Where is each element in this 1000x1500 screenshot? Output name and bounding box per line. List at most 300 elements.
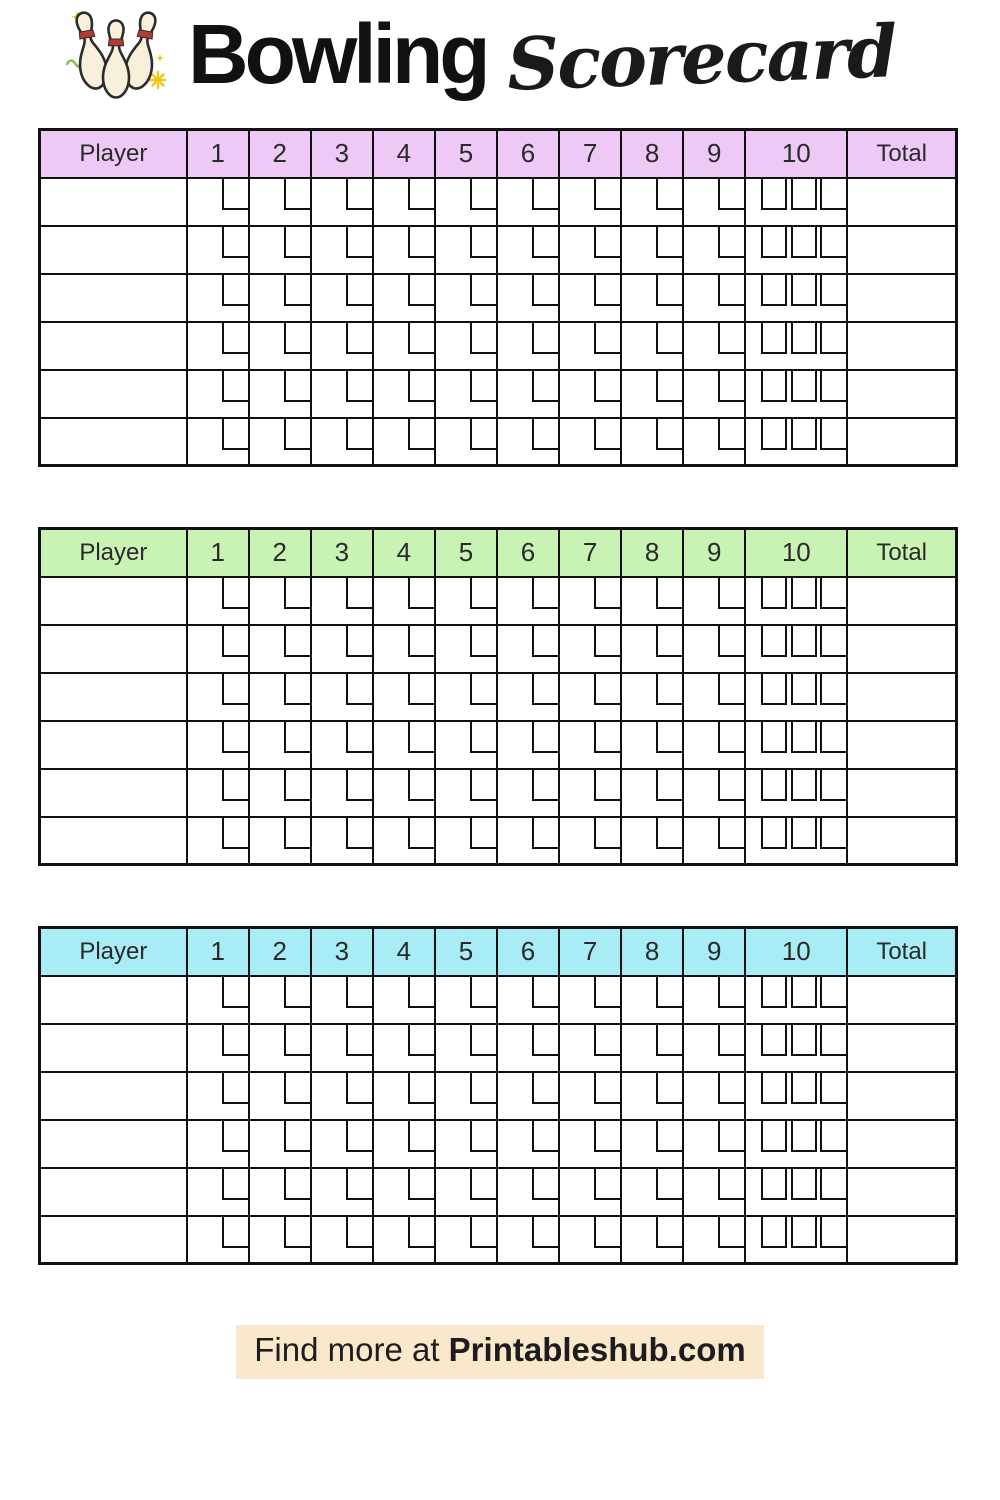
frame-7-cell[interactable]: [559, 1024, 621, 1072]
throw-box[interactable]: [656, 227, 682, 258]
total-cell[interactable]: [847, 769, 956, 817]
throw-box[interactable]: [346, 1217, 372, 1248]
throw-box[interactable]: [656, 1217, 682, 1248]
frame-1-cell[interactable]: [187, 721, 249, 769]
throw-box[interactable]: [791, 227, 817, 258]
throw-box[interactable]: [346, 419, 372, 450]
frame-10-cell[interactable]: [745, 817, 847, 865]
frame-9-cell[interactable]: [683, 178, 745, 226]
frame-6-cell[interactable]: [497, 577, 559, 625]
frame-1-cell[interactable]: [187, 274, 249, 322]
frame-4-cell[interactable]: [373, 625, 435, 673]
throw-box[interactable]: [222, 818, 248, 849]
throw-box[interactable]: [594, 275, 620, 306]
throw-box[interactable]: [791, 419, 817, 450]
throw-box[interactable]: [346, 227, 372, 258]
frame-8-cell[interactable]: [621, 370, 683, 418]
throw-box[interactable]: [284, 1169, 310, 1200]
throw-box[interactable]: [820, 578, 846, 609]
throw-box[interactable]: [761, 722, 787, 753]
throw-box[interactable]: [532, 419, 558, 450]
throw-box[interactable]: [408, 323, 434, 354]
total-cell[interactable]: [847, 1024, 956, 1072]
frame-9-cell[interactable]: [683, 370, 745, 418]
throw-box[interactable]: [820, 371, 846, 402]
throw-box[interactable]: [470, 818, 496, 849]
throw-box[interactable]: [718, 818, 744, 849]
throw-box[interactable]: [222, 626, 248, 657]
throw-box[interactable]: [594, 179, 620, 210]
throw-box[interactable]: [761, 626, 787, 657]
player-name-cell[interactable]: [40, 1168, 187, 1216]
throw-box[interactable]: [346, 1121, 372, 1152]
throw-box[interactable]: [532, 1121, 558, 1152]
frame-10-cell[interactable]: [745, 673, 847, 721]
frame-8-cell[interactable]: [621, 721, 683, 769]
frame-7-cell[interactable]: [559, 817, 621, 865]
player-name-cell[interactable]: [40, 817, 187, 865]
frame-5-cell[interactable]: [435, 418, 497, 466]
throw-box[interactable]: [284, 770, 310, 801]
frame-1-cell[interactable]: [187, 1168, 249, 1216]
frame-5-cell[interactable]: [435, 370, 497, 418]
throw-box[interactable]: [222, 1073, 248, 1104]
frame-6-cell[interactable]: [497, 976, 559, 1024]
throw-box[interactable]: [222, 419, 248, 450]
frame-1-cell[interactable]: [187, 178, 249, 226]
frame-6-cell[interactable]: [497, 1120, 559, 1168]
throw-box[interactable]: [284, 578, 310, 609]
total-cell[interactable]: [847, 1072, 956, 1120]
throw-box[interactable]: [222, 1169, 248, 1200]
frame-6-cell[interactable]: [497, 1216, 559, 1264]
frame-9-cell[interactable]: [683, 274, 745, 322]
throw-box[interactable]: [718, 323, 744, 354]
throw-box[interactable]: [791, 674, 817, 705]
frame-4-cell[interactable]: [373, 178, 435, 226]
throw-box[interactable]: [761, 1169, 787, 1200]
throw-box[interactable]: [470, 1217, 496, 1248]
frame-9-cell[interactable]: [683, 322, 745, 370]
frame-10-cell[interactable]: [745, 322, 847, 370]
frame-2-cell[interactable]: [249, 721, 311, 769]
throw-box[interactable]: [284, 674, 310, 705]
frame-6-cell[interactable]: [497, 817, 559, 865]
throw-box[interactable]: [470, 323, 496, 354]
frame-6-cell[interactable]: [497, 721, 559, 769]
frame-6-cell[interactable]: [497, 625, 559, 673]
throw-box[interactable]: [718, 1121, 744, 1152]
player-name-cell[interactable]: [40, 370, 187, 418]
player-name-cell[interactable]: [40, 625, 187, 673]
frame-9-cell[interactable]: [683, 976, 745, 1024]
throw-box[interactable]: [408, 1169, 434, 1200]
frame-3-cell[interactable]: [311, 721, 373, 769]
throw-box[interactable]: [718, 977, 744, 1008]
throw-box[interactable]: [656, 977, 682, 1008]
frame-8-cell[interactable]: [621, 625, 683, 673]
throw-box[interactable]: [532, 371, 558, 402]
throw-box[interactable]: [532, 977, 558, 1008]
frame-3-cell[interactable]: [311, 976, 373, 1024]
frame-7-cell[interactable]: [559, 322, 621, 370]
frame-3-cell[interactable]: [311, 370, 373, 418]
frame-1-cell[interactable]: [187, 577, 249, 625]
throw-box[interactable]: [718, 371, 744, 402]
frame-9-cell[interactable]: [683, 577, 745, 625]
total-cell[interactable]: [847, 673, 956, 721]
frame-10-cell[interactable]: [745, 274, 847, 322]
throw-box[interactable]: [718, 419, 744, 450]
throw-box[interactable]: [222, 722, 248, 753]
throw-box[interactable]: [791, 323, 817, 354]
frame-8-cell[interactable]: [621, 322, 683, 370]
frame-2-cell[interactable]: [249, 1216, 311, 1264]
throw-box[interactable]: [408, 1217, 434, 1248]
frame-3-cell[interactable]: [311, 1072, 373, 1120]
frame-2-cell[interactable]: [249, 1168, 311, 1216]
throw-box[interactable]: [222, 578, 248, 609]
frame-9-cell[interactable]: [683, 625, 745, 673]
throw-box[interactable]: [594, 419, 620, 450]
throw-box[interactable]: [532, 1217, 558, 1248]
throw-box[interactable]: [532, 179, 558, 210]
throw-box[interactable]: [346, 1169, 372, 1200]
player-name-cell[interactable]: [40, 1072, 187, 1120]
throw-box[interactable]: [408, 371, 434, 402]
frame-1-cell[interactable]: [187, 673, 249, 721]
frame-7-cell[interactable]: [559, 1120, 621, 1168]
throw-box[interactable]: [820, 626, 846, 657]
frame-7-cell[interactable]: [559, 1168, 621, 1216]
throw-box[interactable]: [532, 1169, 558, 1200]
frame-1-cell[interactable]: [187, 976, 249, 1024]
throw-box[interactable]: [656, 275, 682, 306]
frame-6-cell[interactable]: [497, 418, 559, 466]
frame-10-cell[interactable]: [745, 1072, 847, 1120]
throw-box[interactable]: [656, 674, 682, 705]
frame-2-cell[interactable]: [249, 976, 311, 1024]
throw-box[interactable]: [761, 977, 787, 1008]
frame-5-cell[interactable]: [435, 1120, 497, 1168]
throw-box[interactable]: [470, 371, 496, 402]
frame-8-cell[interactable]: [621, 1168, 683, 1216]
frame-5-cell[interactable]: [435, 274, 497, 322]
throw-box[interactable]: [594, 1073, 620, 1104]
throw-box[interactable]: [656, 1073, 682, 1104]
throw-box[interactable]: [791, 1121, 817, 1152]
frame-4-cell[interactable]: [373, 1072, 435, 1120]
frame-1-cell[interactable]: [187, 817, 249, 865]
throw-box[interactable]: [718, 674, 744, 705]
total-cell[interactable]: [847, 274, 956, 322]
throw-box[interactable]: [222, 371, 248, 402]
frame-8-cell[interactable]: [621, 817, 683, 865]
throw-box[interactable]: [791, 371, 817, 402]
frame-3-cell[interactable]: [311, 625, 373, 673]
throw-box[interactable]: [761, 770, 787, 801]
throw-box[interactable]: [656, 770, 682, 801]
throw-box[interactable]: [594, 1025, 620, 1056]
frame-7-cell[interactable]: [559, 274, 621, 322]
throw-box[interactable]: [820, 227, 846, 258]
throw-box[interactable]: [532, 323, 558, 354]
frame-9-cell[interactable]: [683, 673, 745, 721]
throw-box[interactable]: [408, 1025, 434, 1056]
player-name-cell[interactable]: [40, 178, 187, 226]
throw-box[interactable]: [532, 818, 558, 849]
frame-5-cell[interactable]: [435, 577, 497, 625]
frame-5-cell[interactable]: [435, 1168, 497, 1216]
throw-box[interactable]: [594, 770, 620, 801]
throw-box[interactable]: [820, 179, 846, 210]
total-cell[interactable]: [847, 976, 956, 1024]
frame-7-cell[interactable]: [559, 178, 621, 226]
throw-box[interactable]: [284, 1025, 310, 1056]
throw-box[interactable]: [656, 1025, 682, 1056]
frame-1-cell[interactable]: [187, 1072, 249, 1120]
throw-box[interactable]: [284, 1073, 310, 1104]
throw-box[interactable]: [594, 1121, 620, 1152]
frame-5-cell[interactable]: [435, 1216, 497, 1264]
frame-1-cell[interactable]: [187, 1024, 249, 1072]
throw-box[interactable]: [222, 179, 248, 210]
frame-1-cell[interactable]: [187, 625, 249, 673]
frame-9-cell[interactable]: [683, 1216, 745, 1264]
throw-box[interactable]: [222, 1121, 248, 1152]
throw-box[interactable]: [346, 275, 372, 306]
throw-box[interactable]: [284, 1121, 310, 1152]
throw-box[interactable]: [346, 578, 372, 609]
throw-box[interactable]: [346, 626, 372, 657]
frame-9-cell[interactable]: [683, 1168, 745, 1216]
throw-box[interactable]: [791, 626, 817, 657]
throw-box[interactable]: [791, 977, 817, 1008]
throw-box[interactable]: [761, 818, 787, 849]
frame-3-cell[interactable]: [311, 274, 373, 322]
throw-box[interactable]: [594, 371, 620, 402]
frame-7-cell[interactable]: [559, 769, 621, 817]
frame-4-cell[interactable]: [373, 1120, 435, 1168]
frame-9-cell[interactable]: [683, 769, 745, 817]
frame-4-cell[interactable]: [373, 274, 435, 322]
throw-box[interactable]: [284, 275, 310, 306]
player-name-cell[interactable]: [40, 274, 187, 322]
frame-8-cell[interactable]: [621, 577, 683, 625]
frame-6-cell[interactable]: [497, 769, 559, 817]
frame-1-cell[interactable]: [187, 1120, 249, 1168]
frame-5-cell[interactable]: [435, 721, 497, 769]
throw-box[interactable]: [284, 179, 310, 210]
frame-8-cell[interactable]: [621, 673, 683, 721]
frame-8-cell[interactable]: [621, 178, 683, 226]
frame-4-cell[interactable]: [373, 418, 435, 466]
frame-5-cell[interactable]: [435, 817, 497, 865]
throw-box[interactable]: [284, 227, 310, 258]
throw-box[interactable]: [470, 578, 496, 609]
throw-box[interactable]: [718, 578, 744, 609]
frame-10-cell[interactable]: [745, 721, 847, 769]
frame-10-cell[interactable]: [745, 418, 847, 466]
throw-box[interactable]: [718, 1025, 744, 1056]
throw-box[interactable]: [346, 1025, 372, 1056]
frame-6-cell[interactable]: [497, 1072, 559, 1120]
frame-2-cell[interactable]: [249, 817, 311, 865]
throw-box[interactable]: [222, 1025, 248, 1056]
frame-2-cell[interactable]: [249, 769, 311, 817]
frame-7-cell[interactable]: [559, 1216, 621, 1264]
throw-box[interactable]: [791, 1025, 817, 1056]
throw-box[interactable]: [532, 275, 558, 306]
throw-box[interactable]: [761, 323, 787, 354]
throw-box[interactable]: [284, 818, 310, 849]
frame-6-cell[interactable]: [497, 370, 559, 418]
throw-box[interactable]: [761, 179, 787, 210]
throw-box[interactable]: [791, 770, 817, 801]
throw-box[interactable]: [656, 179, 682, 210]
throw-box[interactable]: [470, 1073, 496, 1104]
throw-box[interactable]: [408, 578, 434, 609]
throw-box[interactable]: [408, 818, 434, 849]
throw-box[interactable]: [470, 419, 496, 450]
frame-4-cell[interactable]: [373, 769, 435, 817]
throw-box[interactable]: [820, 275, 846, 306]
throw-box[interactable]: [761, 674, 787, 705]
frame-2-cell[interactable]: [249, 1072, 311, 1120]
frame-1-cell[interactable]: [187, 226, 249, 274]
throw-box[interactable]: [761, 578, 787, 609]
throw-box[interactable]: [470, 1121, 496, 1152]
frame-8-cell[interactable]: [621, 226, 683, 274]
throw-box[interactable]: [284, 626, 310, 657]
player-name-cell[interactable]: [40, 1216, 187, 1264]
throw-box[interactable]: [346, 818, 372, 849]
throw-box[interactable]: [470, 1025, 496, 1056]
frame-5-cell[interactable]: [435, 322, 497, 370]
frame-2-cell[interactable]: [249, 673, 311, 721]
throw-box[interactable]: [820, 1073, 846, 1104]
throw-box[interactable]: [408, 722, 434, 753]
frame-4-cell[interactable]: [373, 322, 435, 370]
frame-7-cell[interactable]: [559, 976, 621, 1024]
throw-box[interactable]: [820, 1217, 846, 1248]
throw-box[interactable]: [594, 626, 620, 657]
frame-5-cell[interactable]: [435, 1024, 497, 1072]
throw-box[interactable]: [408, 674, 434, 705]
throw-box[interactable]: [761, 275, 787, 306]
throw-box[interactable]: [594, 674, 620, 705]
throw-box[interactable]: [408, 1121, 434, 1152]
frame-6-cell[interactable]: [497, 1024, 559, 1072]
frame-10-cell[interactable]: [745, 625, 847, 673]
frame-9-cell[interactable]: [683, 1072, 745, 1120]
frame-4-cell[interactable]: [373, 226, 435, 274]
frame-2-cell[interactable]: [249, 322, 311, 370]
throw-box[interactable]: [791, 1217, 817, 1248]
throw-box[interactable]: [791, 818, 817, 849]
throw-box[interactable]: [656, 1121, 682, 1152]
total-cell[interactable]: [847, 370, 956, 418]
throw-box[interactable]: [761, 227, 787, 258]
throw-box[interactable]: [656, 1169, 682, 1200]
frame-4-cell[interactable]: [373, 1216, 435, 1264]
total-cell[interactable]: [847, 418, 956, 466]
throw-box[interactable]: [532, 722, 558, 753]
total-cell[interactable]: [847, 322, 956, 370]
throw-box[interactable]: [346, 1073, 372, 1104]
frame-6-cell[interactable]: [497, 226, 559, 274]
throw-box[interactable]: [761, 1025, 787, 1056]
total-cell[interactable]: [847, 577, 956, 625]
frame-2-cell[interactable]: [249, 274, 311, 322]
throw-box[interactable]: [718, 1169, 744, 1200]
total-cell[interactable]: [847, 817, 956, 865]
frame-8-cell[interactable]: [621, 1120, 683, 1168]
throw-box[interactable]: [656, 323, 682, 354]
throw-box[interactable]: [820, 419, 846, 450]
throw-box[interactable]: [656, 626, 682, 657]
throw-box[interactable]: [222, 227, 248, 258]
throw-box[interactable]: [820, 1169, 846, 1200]
frame-10-cell[interactable]: [745, 1216, 847, 1264]
frame-8-cell[interactable]: [621, 976, 683, 1024]
frame-3-cell[interactable]: [311, 226, 373, 274]
frame-9-cell[interactable]: [683, 721, 745, 769]
total-cell[interactable]: [847, 1168, 956, 1216]
throw-box[interactable]: [594, 227, 620, 258]
throw-box[interactable]: [594, 818, 620, 849]
throw-box[interactable]: [718, 722, 744, 753]
throw-box[interactable]: [346, 323, 372, 354]
throw-box[interactable]: [222, 323, 248, 354]
throw-box[interactable]: [470, 977, 496, 1008]
frame-3-cell[interactable]: [311, 769, 373, 817]
frame-5-cell[interactable]: [435, 625, 497, 673]
frame-10-cell[interactable]: [745, 226, 847, 274]
frame-10-cell[interactable]: [745, 178, 847, 226]
frame-1-cell[interactable]: [187, 769, 249, 817]
throw-box[interactable]: [346, 371, 372, 402]
frame-1-cell[interactable]: [187, 370, 249, 418]
frame-2-cell[interactable]: [249, 1024, 311, 1072]
throw-box[interactable]: [594, 977, 620, 1008]
frame-8-cell[interactable]: [621, 1024, 683, 1072]
throw-box[interactable]: [532, 1025, 558, 1056]
throw-box[interactable]: [761, 371, 787, 402]
frame-3-cell[interactable]: [311, 178, 373, 226]
frame-1-cell[interactable]: [187, 1216, 249, 1264]
frame-9-cell[interactable]: [683, 226, 745, 274]
frame-8-cell[interactable]: [621, 1216, 683, 1264]
frame-4-cell[interactable]: [373, 370, 435, 418]
frame-7-cell[interactable]: [559, 721, 621, 769]
throw-box[interactable]: [222, 1217, 248, 1248]
frame-6-cell[interactable]: [497, 178, 559, 226]
total-cell[interactable]: [847, 226, 956, 274]
frame-8-cell[interactable]: [621, 274, 683, 322]
frame-7-cell[interactable]: [559, 577, 621, 625]
throw-box[interactable]: [791, 275, 817, 306]
throw-box[interactable]: [470, 275, 496, 306]
throw-box[interactable]: [532, 626, 558, 657]
frame-6-cell[interactable]: [497, 673, 559, 721]
throw-box[interactable]: [284, 419, 310, 450]
throw-box[interactable]: [791, 1169, 817, 1200]
throw-box[interactable]: [346, 179, 372, 210]
throw-box[interactable]: [656, 818, 682, 849]
frame-6-cell[interactable]: [497, 1168, 559, 1216]
frame-7-cell[interactable]: [559, 370, 621, 418]
